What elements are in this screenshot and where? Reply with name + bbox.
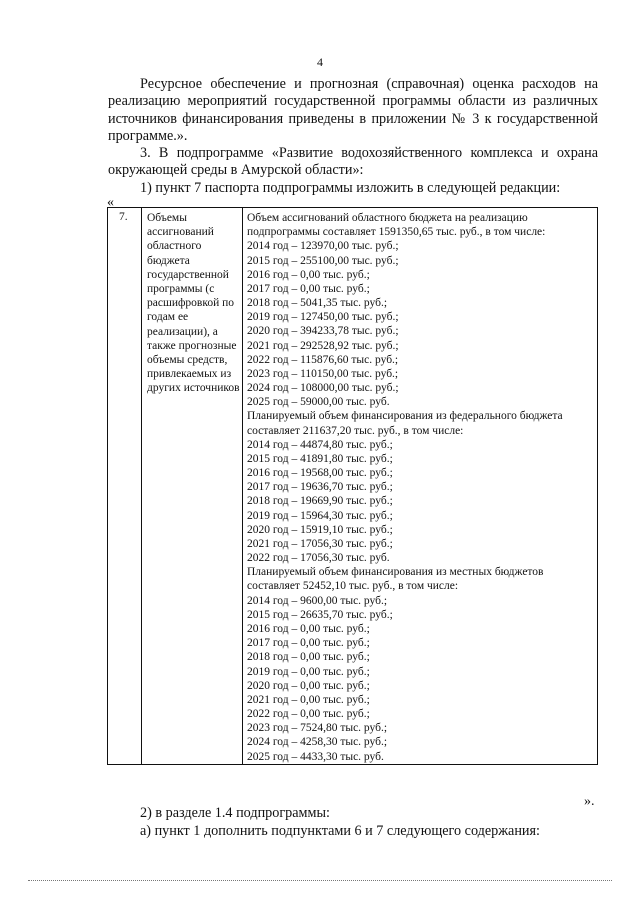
intro-paragraph	[108, 76, 598, 146]
funding-line: 2020 год – 15919,10 тыс. руб.;	[247, 523, 393, 536]
column-divider	[141, 208, 142, 764]
funding-line: 2022 год – 17056,30 тыс. руб.	[247, 552, 390, 565]
funding-line: 2015 год – 255100,00 тыс. руб.;	[247, 254, 399, 267]
funding-line: 2025 год – 59000,00 тыс. руб.	[247, 396, 390, 409]
funding-line: 2017 год – 0,00 тыс. руб.;	[247, 637, 370, 650]
funding-line: 2014 год – 9600,00 тыс. руб.;	[247, 594, 388, 607]
funding-line: 2017 год – 0,00 тыс. руб.;	[247, 282, 370, 295]
row-number: 7.	[119, 211, 128, 223]
opening-quote: «	[107, 195, 114, 210]
funding-line: подпрограммы составляет 1591350,65 тыс. руб., в том числе:	[247, 226, 546, 239]
funding-line: 2019 год – 0,00 тыс. руб.;	[247, 665, 370, 678]
intro-text: Ресурсное обеспечение и прогнозная (справочная) оценка расходов на реализацию мероприятий государственной программы области из различных источников финансирования приведены в приложении № 3 к государственной программе.».	[108, 76, 598, 145]
funding-line: 2023 год – 7524,80 тыс. руб.;	[247, 722, 388, 735]
funding-line: составляет 211637,20 тыс. руб., в том числе:	[247, 424, 464, 437]
closing-quote: ».	[584, 794, 595, 809]
funding-line: 2014 год – 44874,80 тыс. руб.;	[247, 438, 393, 451]
funding-line: 2024 год – 4258,30 тыс. руб.;	[247, 736, 388, 749]
funding-line: 2017 год – 19636,70 тыс. руб.;	[247, 481, 393, 494]
funding-line: 2019 год – 127450,00 тыс. руб.;	[247, 311, 399, 324]
funding-line: 2023 год – 110150,00 тыс. руб.;	[247, 367, 399, 380]
funding-line: 2024 год – 108000,00 тыс. руб.;	[247, 382, 399, 395]
funding-line: 2022 год – 115876,60 тыс. руб.;	[247, 353, 399, 366]
passport-table	[107, 207, 598, 765]
funding-line: 2020 год – 0,00 тыс. руб.;	[247, 679, 370, 692]
funding-line: 2021 год – 0,00 тыс. руб.;	[247, 693, 370, 706]
funding-line: 2018 год – 0,00 тыс. руб.;	[247, 651, 370, 664]
funding-line: 2021 год – 17056,30 тыс. руб.;	[247, 537, 393, 550]
funding-line: 2015 год – 26635,70 тыс. руб.;	[247, 608, 393, 621]
funding-line: 2016 год – 0,00 тыс. руб.;	[247, 268, 370, 281]
funding-line: 2022 год – 0,00 тыс. руб.;	[247, 708, 370, 721]
funding-line: 2018 год – 19669,90 тыс. руб.;	[247, 495, 393, 508]
row-name: Объемы ассигнований областного бюджета государственной программы (с расшифровкой по годам ее реализации), а также прогнозные объемы средств, привлекаемых из других источников	[147, 212, 240, 395]
funding-line: 2025 год – 4433,30 тыс. руб.	[247, 750, 384, 763]
funding-line: 2020 год – 394233,78 тыс. руб.;	[247, 325, 399, 338]
row-content	[247, 211, 595, 764]
funding-line: 2018 год – 5041,35 тыс. руб.;	[247, 297, 388, 310]
footer-divider	[28, 880, 612, 881]
item-3-1-paragraph: 1) пункт 7 паспорта подпрограммы изложить в следующей редакции:	[140, 180, 561, 196]
funding-line: 2019 год – 15964,30 тыс. руб.;	[247, 509, 393, 522]
funding-line: Планируемый объем финансирования из федерального бюджета	[247, 410, 563, 423]
item-3-2-paragraph: 2) в разделе 1.4 подпрограммы:	[140, 805, 330, 821]
funding-line: Объем ассигнований областного бюджета на реализацию	[247, 212, 528, 224]
funding-line: 2021 год – 292528,92 тыс. руб.;	[247, 339, 399, 352]
funding-line: составляет 52452,10 тыс. руб., в том числе:	[247, 580, 459, 593]
item-3-text: 3. В подпрограмме «Развитие водохозяйственного комплекса и охрана окружающей среды в Амурской области»:	[108, 145, 598, 179]
funding-line: 2016 год – 0,00 тыс. руб.;	[247, 622, 370, 635]
item-3-2a-paragraph: а) пункт 1 дополнить подпунктами 6 и 7 следующего содержания:	[140, 823, 540, 839]
funding-line: 2016 год – 19568,00 тыс. руб.;	[247, 467, 393, 480]
funding-line: 2014 год – 123970,00 тыс. руб.;	[247, 240, 399, 253]
page-number: 4	[317, 55, 323, 69]
funding-line: 2015 год – 41891,80 тыс. руб.;	[247, 452, 393, 465]
item-3-paragraph	[108, 145, 598, 180]
funding-line: Планируемый объем финансирования из местных бюджетов	[247, 566, 544, 579]
